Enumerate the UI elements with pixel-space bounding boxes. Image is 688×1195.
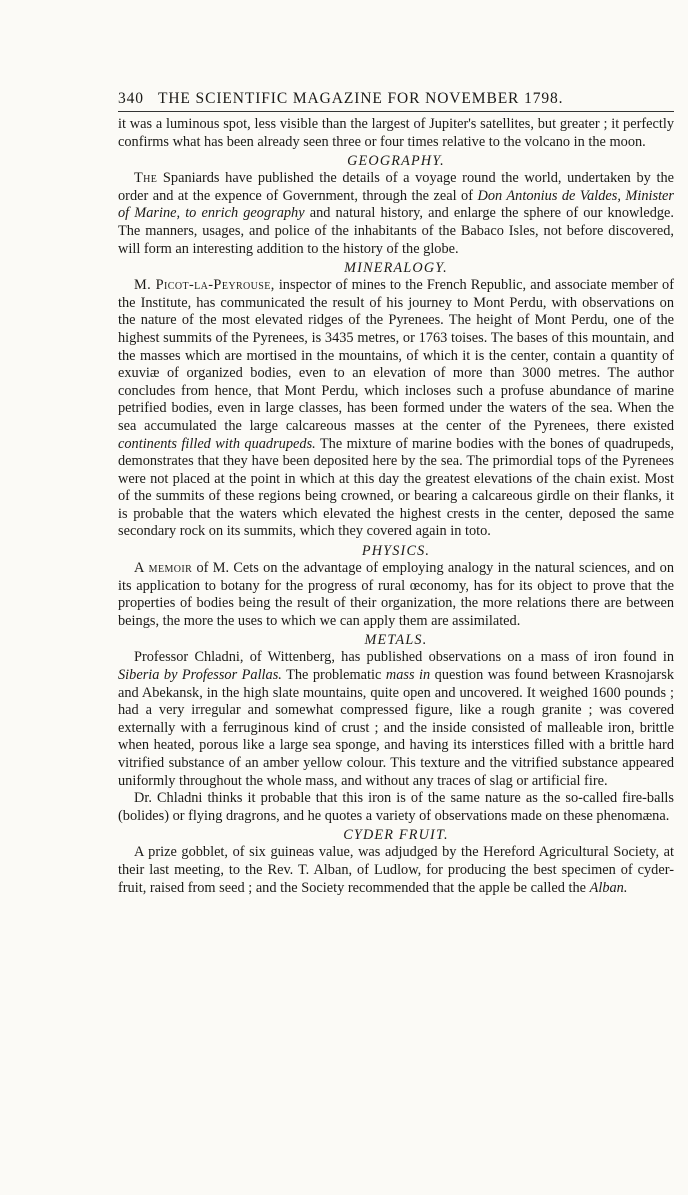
intro-paragraph: it was a luminous spot, less visible than the largest of Jupiter's satellites, but greater ; it perfectly confirms what has been already seen three or four times relative to the volcano in the moon. <box>118 116 674 150</box>
geography-paragraph <box>118 170 674 258</box>
cyder-italic-1: Alban. <box>589 879 628 896</box>
page-number: 340 <box>118 90 144 107</box>
physics-lead: A memoir <box>134 560 193 577</box>
geography-heading: GEOGRAPHY. <box>347 153 445 170</box>
metals-text-1: Professor Chladni, of Wittenberg, has published observations on a mass of iron found in <box>134 649 674 666</box>
cyder-text-1: A prize gobblet, of six guineas value, was adjudged by the Hereford Agricultural Society, at their last meeting, to the Rev. T. Alban, of Ludlow, for producing the best specimen of cyder-fruit, raised from seed ; and the Society recommended that the apple be called the <box>118 844 674 896</box>
geography-text-2: and natural history, and enlarge the sphere of our knowledge. The manners, usages, and police of the inhabitants of the Babaco Isles, not before discovered, will form an interesting addition to the history of the globe. <box>118 205 674 257</box>
metals-italic-2: mass in <box>385 667 431 684</box>
metals-text-2: The problematic <box>281 667 386 684</box>
mineralogy-paragraph <box>118 277 674 541</box>
article-body <box>118 116 674 897</box>
geography-text-1: Spaniards have published the details of a voyage round the world, undertaken by the order and at the expence of Government, through the zeal of <box>118 170 674 204</box>
cyder-heading: CYDER FRUIT. <box>343 827 449 844</box>
header-rule <box>118 111 674 112</box>
geography-lead: The <box>134 170 158 187</box>
mineralogy-heading: MINERALOGY. <box>344 260 448 277</box>
physics-heading: PHYSICS. <box>361 543 431 560</box>
metals-paragraph <box>118 649 674 790</box>
running-header <box>118 90 674 108</box>
metals-italic-1: Siberia by Professor Pallas. <box>118 667 282 684</box>
cyder-paragraph <box>118 844 674 897</box>
mineralogy-text-1: inspector of mines to the French Republic, and associate member of the Institute, has communicated the result of his journey to Mont Perdu, with observations on the nature of the most elevated ridges of the Pyrenees. The height of Mont Perdu, one of the highest summits of the Pyrenees, is 3435 metres, or 1763 toises. The bases of this mountain, and the masses which are mortised in the mountains, of which it is the center, contain a quantity of exuviæ of organized bodies, even to an elevation of more than 3000 metres. The author concludes from hence, that Mont Perdu, which incloses such a profuse abundance of marine petrified bodies, even in large classes, has been formed under the waters of the sea. When the sea accumulated the large calcareous masses at the center of the Pyrenees, there existed <box>118 277 674 434</box>
physics-paragraph <box>118 560 674 630</box>
geography-italic-1: Don Antonius de Valdes, Minister of Marine, to enrich geography <box>118 187 675 222</box>
physics-text-1: of M. Cets on the advantage of employing analogy in the natural sciences, and on its application to botany for the progress of rural œconomy, has for its object to prove that the properties of bodies being the result of their organization, the more relations there are between beings, the more the uses to which we can apply them are assimilated. <box>118 560 674 629</box>
metals-heading: METALS. <box>364 632 428 649</box>
mineralogy-italic-1: continents filled with quadrupeds. <box>118 435 316 452</box>
metals-paragraph-2: Dr. Chladni thinks it probable that this iron is of the same nature as the so-called fire-balls (bolides) or flying dragrons, and he quotes a variety of observations made on these phenomæna. <box>118 790 674 824</box>
mineralogy-text-2: The mixture of marine bodies with the bones of quadrupeds, demonstrates that they have been deposited here by the sea. The primordial tops of the Pyrenees were not placed at the point in which at this day the greatest elevations of the chain exist. Most of the summits of these regions being crowned, or bearing a calcareous girdle on their flanks, it is probable that the waters which elevated the highest crests in the center, deposed the same secondary rock on its summits, which they covered again in toto. <box>118 435 674 540</box>
running-title: THE SCIENTIFIC MAGAZINE FOR NOVEMBER 1798. <box>157 90 564 107</box>
metals-text-3: question was found between Krasnojarsk and Abekansk, in the high slate mountains, quite open and uncovered. It weighed 1600 pounds ; had a very irregular and somewhat compressed figure, like a rough granite ; was covered externally with a ferruginous kind of crust ; and the inside consisted of malleable iron, brittle when heated, porous like a large sea sponge, and having its interstices filled with a brittle hard vitrified substance of an amber yellow colour. This texture and the vitrified substance appeared uniformly throughout the whole mass, and without any traces of slag or artificial fire. <box>118 667 675 789</box>
mineralogy-lead: M. Picot-la-Peyrouse, <box>134 277 275 294</box>
